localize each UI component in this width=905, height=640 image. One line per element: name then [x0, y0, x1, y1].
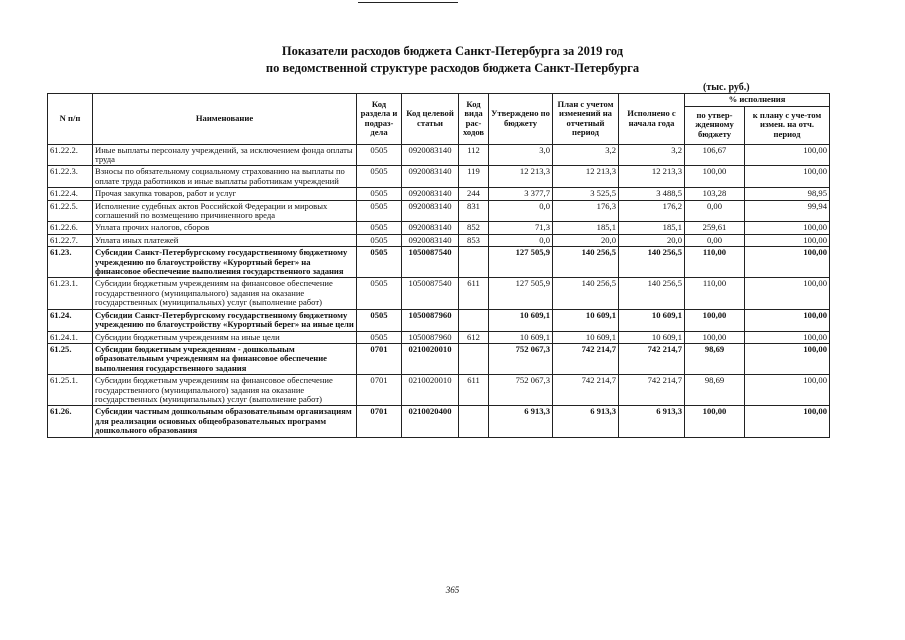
row-type-code	[459, 343, 489, 374]
row-name: Субсидии бюджетным учреждениям на финансовое обеспечение государственного (муниципального) задания на оказание государственных (муниципальных) услуг (выполнение работ)	[93, 278, 357, 309]
row-plan: 10 609,1	[553, 331, 619, 343]
row-executed: 20,0	[619, 234, 685, 246]
top-rule	[358, 2, 458, 3]
row-num: 61.24.	[48, 309, 93, 331]
row-name: Субсидии бюджетным учреждениям - дошкольным образовательным учреждениям на финансовое обеспечение выполнения государственного задания	[93, 343, 357, 374]
row-target-code: 1050087540	[402, 278, 459, 309]
table-row	[48, 343, 830, 374]
row-section-code: 0505	[357, 200, 402, 222]
header-executed: Исполнено с начала года	[619, 94, 685, 145]
row-executed: 140 256,5	[619, 278, 685, 309]
row-num: 61.25.	[48, 343, 93, 374]
row-target-code: 0920083140	[402, 166, 459, 188]
row-section-code: 0505	[357, 278, 402, 309]
table-row	[48, 375, 830, 406]
row-section-code: 0701	[357, 375, 402, 406]
row-pct-plan: 100,00	[745, 222, 830, 234]
row-approved: 3 377,7	[489, 188, 553, 200]
row-type-code: 112	[459, 144, 489, 166]
row-approved: 10 609,1	[489, 331, 553, 343]
row-pct-plan: 100,00	[745, 234, 830, 246]
row-name: Субсидии Санкт-Петербургскому государственному бюджетному учреждению по благоустройству «Курортный берег» на иные цели	[93, 309, 357, 331]
header-plan: План с учетом изменений на отчетный период	[553, 94, 619, 145]
row-target-code: 1050087960	[402, 331, 459, 343]
row-pct-approved: 0,00	[685, 200, 745, 222]
row-target-code: 0920083140	[402, 222, 459, 234]
row-num: 61.23.1.	[48, 278, 93, 309]
row-section-code: 0505	[357, 331, 402, 343]
row-pct-plan: 100,00	[745, 343, 830, 374]
row-pct-plan: 100,00	[745, 309, 830, 331]
row-target-code: 0920083140	[402, 234, 459, 246]
row-num: 61.22.4.	[48, 188, 93, 200]
row-executed: 742 214,7	[619, 343, 685, 374]
row-num: 61.23.	[48, 247, 93, 278]
row-name: Субсидии бюджетным учреждениям на иные цели	[93, 331, 357, 343]
table-row	[48, 247, 830, 278]
row-approved: 0,0	[489, 200, 553, 222]
row-approved: 6 913,3	[489, 406, 553, 437]
row-executed: 6 913,3	[619, 406, 685, 437]
row-executed: 3,2	[619, 144, 685, 166]
row-num: 61.22.6.	[48, 222, 93, 234]
row-section-code: 0701	[357, 406, 402, 437]
row-pct-approved: 98,69	[685, 343, 745, 374]
table-row	[48, 278, 830, 309]
row-name: Исполнение судебных актов Российской Федерации и мировых соглашений по возмещению причиненного вреда	[93, 200, 357, 222]
row-pct-plan: 99,94	[745, 200, 830, 222]
row-approved: 71,3	[489, 222, 553, 234]
table-row	[48, 234, 830, 246]
row-plan: 742 214,7	[553, 343, 619, 374]
row-name: Прочая закупка товаров, работ и услуг	[93, 188, 357, 200]
row-section-code: 0505	[357, 234, 402, 246]
row-type-code: 611	[459, 278, 489, 309]
header-section: Код раздела и подраз-дела	[357, 94, 402, 145]
row-pct-plan: 100,00	[745, 331, 830, 343]
row-plan: 742 214,7	[553, 375, 619, 406]
row-num: 61.22.3.	[48, 166, 93, 188]
row-pct-approved: 100,00	[685, 309, 745, 331]
row-pct-plan: 100,00	[745, 375, 830, 406]
row-type-code	[459, 247, 489, 278]
row-type-code: 119	[459, 166, 489, 188]
row-target-code: 0210020010	[402, 375, 459, 406]
row-num: 61.22.2.	[48, 144, 93, 166]
row-plan: 140 256,5	[553, 278, 619, 309]
row-type-code: 831	[459, 200, 489, 222]
row-num: 61.24.1.	[48, 331, 93, 343]
header-num: N п/п	[48, 94, 93, 145]
document-title: Показатели расходов бюджета Санкт-Петербурга за 2019 год	[281, 44, 624, 58]
row-name: Субсидии частным дошкольным образовательным организациям для реализации основных общеобразовательных программ дошкольного образования	[93, 406, 357, 437]
row-pct-approved: 0,00	[685, 234, 745, 246]
row-num: 61.22.5.	[48, 200, 93, 222]
row-approved: 3,0	[489, 144, 553, 166]
row-plan: 140 256,5	[553, 247, 619, 278]
row-plan: 3,2	[553, 144, 619, 166]
row-target-code: 0920083140	[402, 188, 459, 200]
row-pct-plan: 100,00	[745, 144, 830, 166]
row-target-code: 0920083140	[402, 144, 459, 166]
row-executed: 10 609,1	[619, 309, 685, 331]
table-row	[48, 222, 830, 234]
row-target-code: 1050087960	[402, 309, 459, 331]
row-section-code: 0505	[357, 309, 402, 331]
row-executed: 140 256,5	[619, 247, 685, 278]
table-row	[48, 188, 830, 200]
row-section-code: 0505	[357, 222, 402, 234]
row-name: Иные выплаты персоналу учреждений, за исключением фонда оплаты труда	[93, 144, 357, 166]
row-pct-plan: 100,00	[745, 247, 830, 278]
row-num: 61.25.1.	[48, 375, 93, 406]
row-plan: 3 525,5	[553, 188, 619, 200]
row-name: Субсидии Санкт-Петербургскому государственному бюджетному учреждению по благоустройству «Курортный берег» на финансовое обеспечение выполнения государственного задания	[93, 247, 357, 278]
row-pct-plan: 100,00	[745, 278, 830, 309]
row-pct-plan: 98,95	[745, 188, 830, 200]
row-name: Взносы по обязательному социальному страхованию на выплаты по оплате труда работников и иные выплаты работникам учреждений	[93, 166, 357, 188]
row-plan: 6 913,3	[553, 406, 619, 437]
header-type: Код вида рас-ходов	[459, 94, 489, 145]
document-subtitle: по ведомственной структуре расходов бюджета Санкт-Петербурга	[265, 61, 640, 75]
row-section-code: 0505	[357, 247, 402, 278]
row-target-code: 0210020400	[402, 406, 459, 437]
row-type-code: 244	[459, 188, 489, 200]
table-body	[48, 144, 830, 437]
row-approved: 12 213,3	[489, 166, 553, 188]
row-pct-approved: 110,00	[685, 247, 745, 278]
table-row	[48, 144, 830, 166]
row-pct-approved: 100,00	[685, 331, 745, 343]
budget-table	[47, 93, 830, 438]
row-executed: 12 213,3	[619, 166, 685, 188]
row-section-code: 0701	[357, 343, 402, 374]
row-target-code: 1050087540	[402, 247, 459, 278]
row-approved: 127 505,9	[489, 278, 553, 309]
header-pct-approved: по утвер-жденному бюджету	[685, 106, 745, 144]
row-executed: 176,2	[619, 200, 685, 222]
row-pct-approved: 106,67	[685, 144, 745, 166]
row-plan: 176,3	[553, 200, 619, 222]
header-approved: Утверждено по бюджету	[489, 94, 553, 145]
row-type-code	[459, 309, 489, 331]
row-pct-plan: 100,00	[745, 166, 830, 188]
row-executed: 3 488,5	[619, 188, 685, 200]
row-type-code	[459, 406, 489, 437]
row-section-code: 0505	[357, 188, 402, 200]
row-type-code: 611	[459, 375, 489, 406]
table-row	[48, 331, 830, 343]
table-row	[48, 309, 830, 331]
row-executed: 742 214,7	[619, 375, 685, 406]
row-pct-approved: 98,69	[685, 375, 745, 406]
row-pct-approved: 103,28	[685, 188, 745, 200]
header-pct-plan: к плану с уче-том измен. на отч. период	[745, 106, 830, 144]
row-pct-approved: 259,61	[685, 222, 745, 234]
row-approved: 10 609,1	[489, 309, 553, 331]
table-row	[48, 406, 830, 437]
row-name: Уплата прочих налогов, сборов	[93, 222, 357, 234]
row-plan: 20,0	[553, 234, 619, 246]
page-number: 365	[445, 585, 460, 595]
header-name: Наименование	[93, 94, 357, 145]
row-target-code: 0210020010	[402, 343, 459, 374]
row-pct-approved: 100,00	[685, 166, 745, 188]
row-executed: 10 609,1	[619, 331, 685, 343]
units-label: (тыс. руб.)	[703, 82, 750, 93]
table-row	[48, 166, 830, 188]
row-approved: 752 067,3	[489, 375, 553, 406]
header-target: Код целевой статьи	[402, 94, 459, 145]
row-plan: 10 609,1	[553, 309, 619, 331]
row-name: Уплата иных платежей	[93, 234, 357, 246]
row-type-code: 612	[459, 331, 489, 343]
row-approved: 127 505,9	[489, 247, 553, 278]
row-pct-approved: 100,00	[685, 406, 745, 437]
row-pct-plan: 100,00	[745, 406, 830, 437]
row-num: 61.26.	[48, 406, 93, 437]
table-row	[48, 200, 830, 222]
row-approved: 752 067,3	[489, 343, 553, 374]
row-target-code: 0920083140	[402, 200, 459, 222]
row-type-code: 853	[459, 234, 489, 246]
row-plan: 185,1	[553, 222, 619, 234]
header-percent-group: % исполнения	[685, 94, 830, 107]
row-executed: 185,1	[619, 222, 685, 234]
row-num: 61.22.7.	[48, 234, 93, 246]
row-section-code: 0505	[357, 144, 402, 166]
row-plan: 12 213,3	[553, 166, 619, 188]
row-approved: 0,0	[489, 234, 553, 246]
row-pct-approved: 110,00	[685, 278, 745, 309]
row-name: Субсидии бюджетным учреждениям на финансовое обеспечение государственного (муниципального) задания на оказание государственных (муниципальных) услуг (выполнение работ)	[93, 375, 357, 406]
row-section-code: 0505	[357, 166, 402, 188]
row-type-code: 852	[459, 222, 489, 234]
